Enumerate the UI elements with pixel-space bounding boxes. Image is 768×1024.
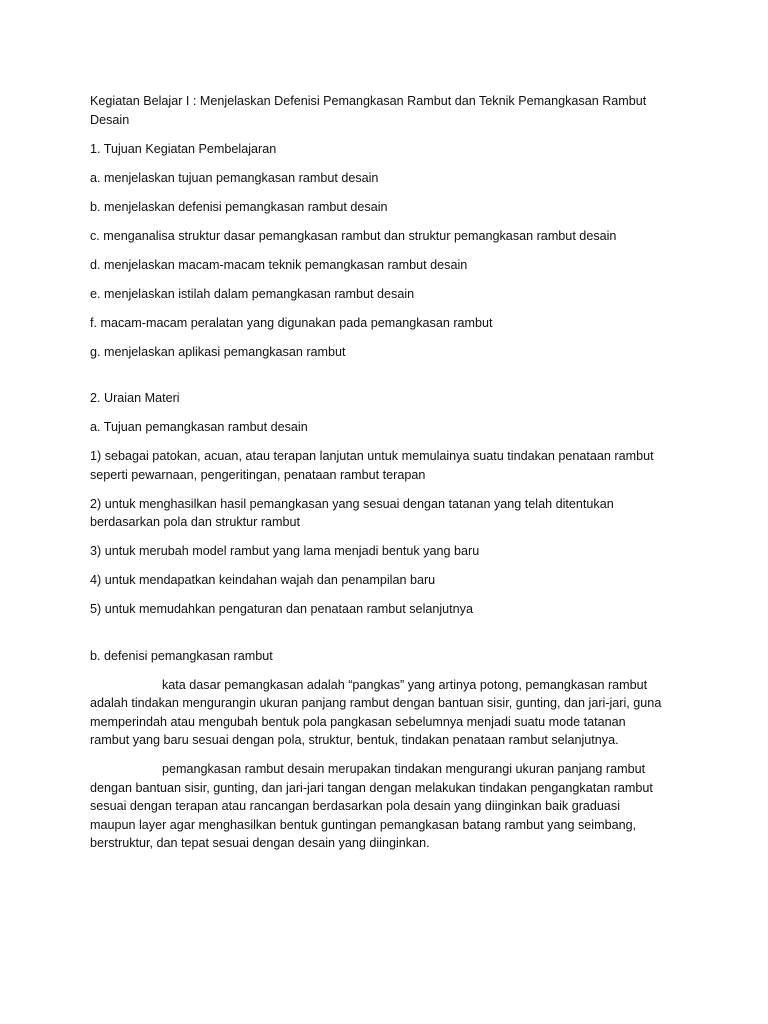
body-paragraph: kata dasar pemangkasan adalah “pangkas” yang artinya potong, pemangkasan rambut adalah tindakan mengurangin ukuran panjang rambut dengan bantuan sisir, gunting, dan jari-jari, guna memperindah atau mengubah bentuk pola pangkasan sebelumnya menjadi suatu mode tatanan rambut yang baru sesuai dengan pola, struktur, bentuk, tindakan penataan rambut selanjutnya.	[90, 677, 662, 747]
list-item: a. menjelaskan tujuan pemangkasan rambut desain	[90, 170, 379, 185]
list-item: f. macam-macam peralatan yang digunakan pada pemangkasan rambut	[90, 315, 493, 330]
section-heading-uraian: 2. Uraian Materi	[90, 391, 180, 405]
section-heading-tujuan: 1. Tujuan Kegiatan Pembelajaran	[90, 141, 277, 156]
list-item: c. menganalisa struktur dasar pemangkasan rambut dan struktur pemangkasan rambut desain	[90, 228, 617, 243]
document-title: Kegiatan Belajar I : Menjelaskan Defenisi Pemangkasan Rambut dan Teknik Pemangkasan Rambut Desain	[90, 94, 647, 127]
subsection-heading-tujuan-pemangkasan: a. Tujuan pemangkasan rambut desain	[90, 420, 308, 434]
list-item: 1) sebagai patokan, acuan, atau terapan lanjutan untuk memulainya suatu tindakan penataan rambut seperti pewarnaan, pengeritingan, penataan rambut terapan	[90, 449, 654, 482]
list-item: 3) untuk merubah model rambut yang lama menjadi bentuk yang baru	[90, 544, 480, 558]
list-item: g. menjelaskan aplikasi pemangkasan rambut	[90, 344, 346, 359]
document-body	[90, 92, 665, 863]
list-item: 5) untuk memudahkan pengaturan dan penataan rambut selanjutnya	[90, 602, 473, 616]
list-item: d. menjelaskan macam-macam teknik pemangkasan rambut desain	[90, 257, 468, 272]
list-item: 2) untuk menghasilkan hasil pemangkasan yang sesuai dengan tatanan yang telah ditentukan berdasarkan pola dan struktur rambut	[90, 496, 614, 529]
subsection-heading-defenisi: b. defenisi pemangkasan rambut	[90, 648, 273, 663]
list-item: b. menjelaskan defenisi pemangkasan rambut desain	[90, 199, 388, 214]
list-item: e. menjelaskan istilah dalam pemangkasan rambut desain	[90, 286, 415, 301]
list-item: 4) untuk mendapatkan keindahan wajah dan penampilan baru	[90, 573, 436, 587]
body-paragraph: pemangkasan rambut desain merupakan tindakan mengurangi ukuran panjang rambut dengan bantuan sisir, gunting, dan jari-jari tangan dengan melakukan tindakan pengangkatan rambut sesuai dengan terapan atau rancangan berdasarkan pola desain yang diinginkan baik graduasi maupun layer agar menghasilkan bentuk guntingan pemangkasan batang rambut yang seimbang, berstruktur, dan tepat sesuai dengan desain yang diinginkan.	[90, 762, 653, 850]
